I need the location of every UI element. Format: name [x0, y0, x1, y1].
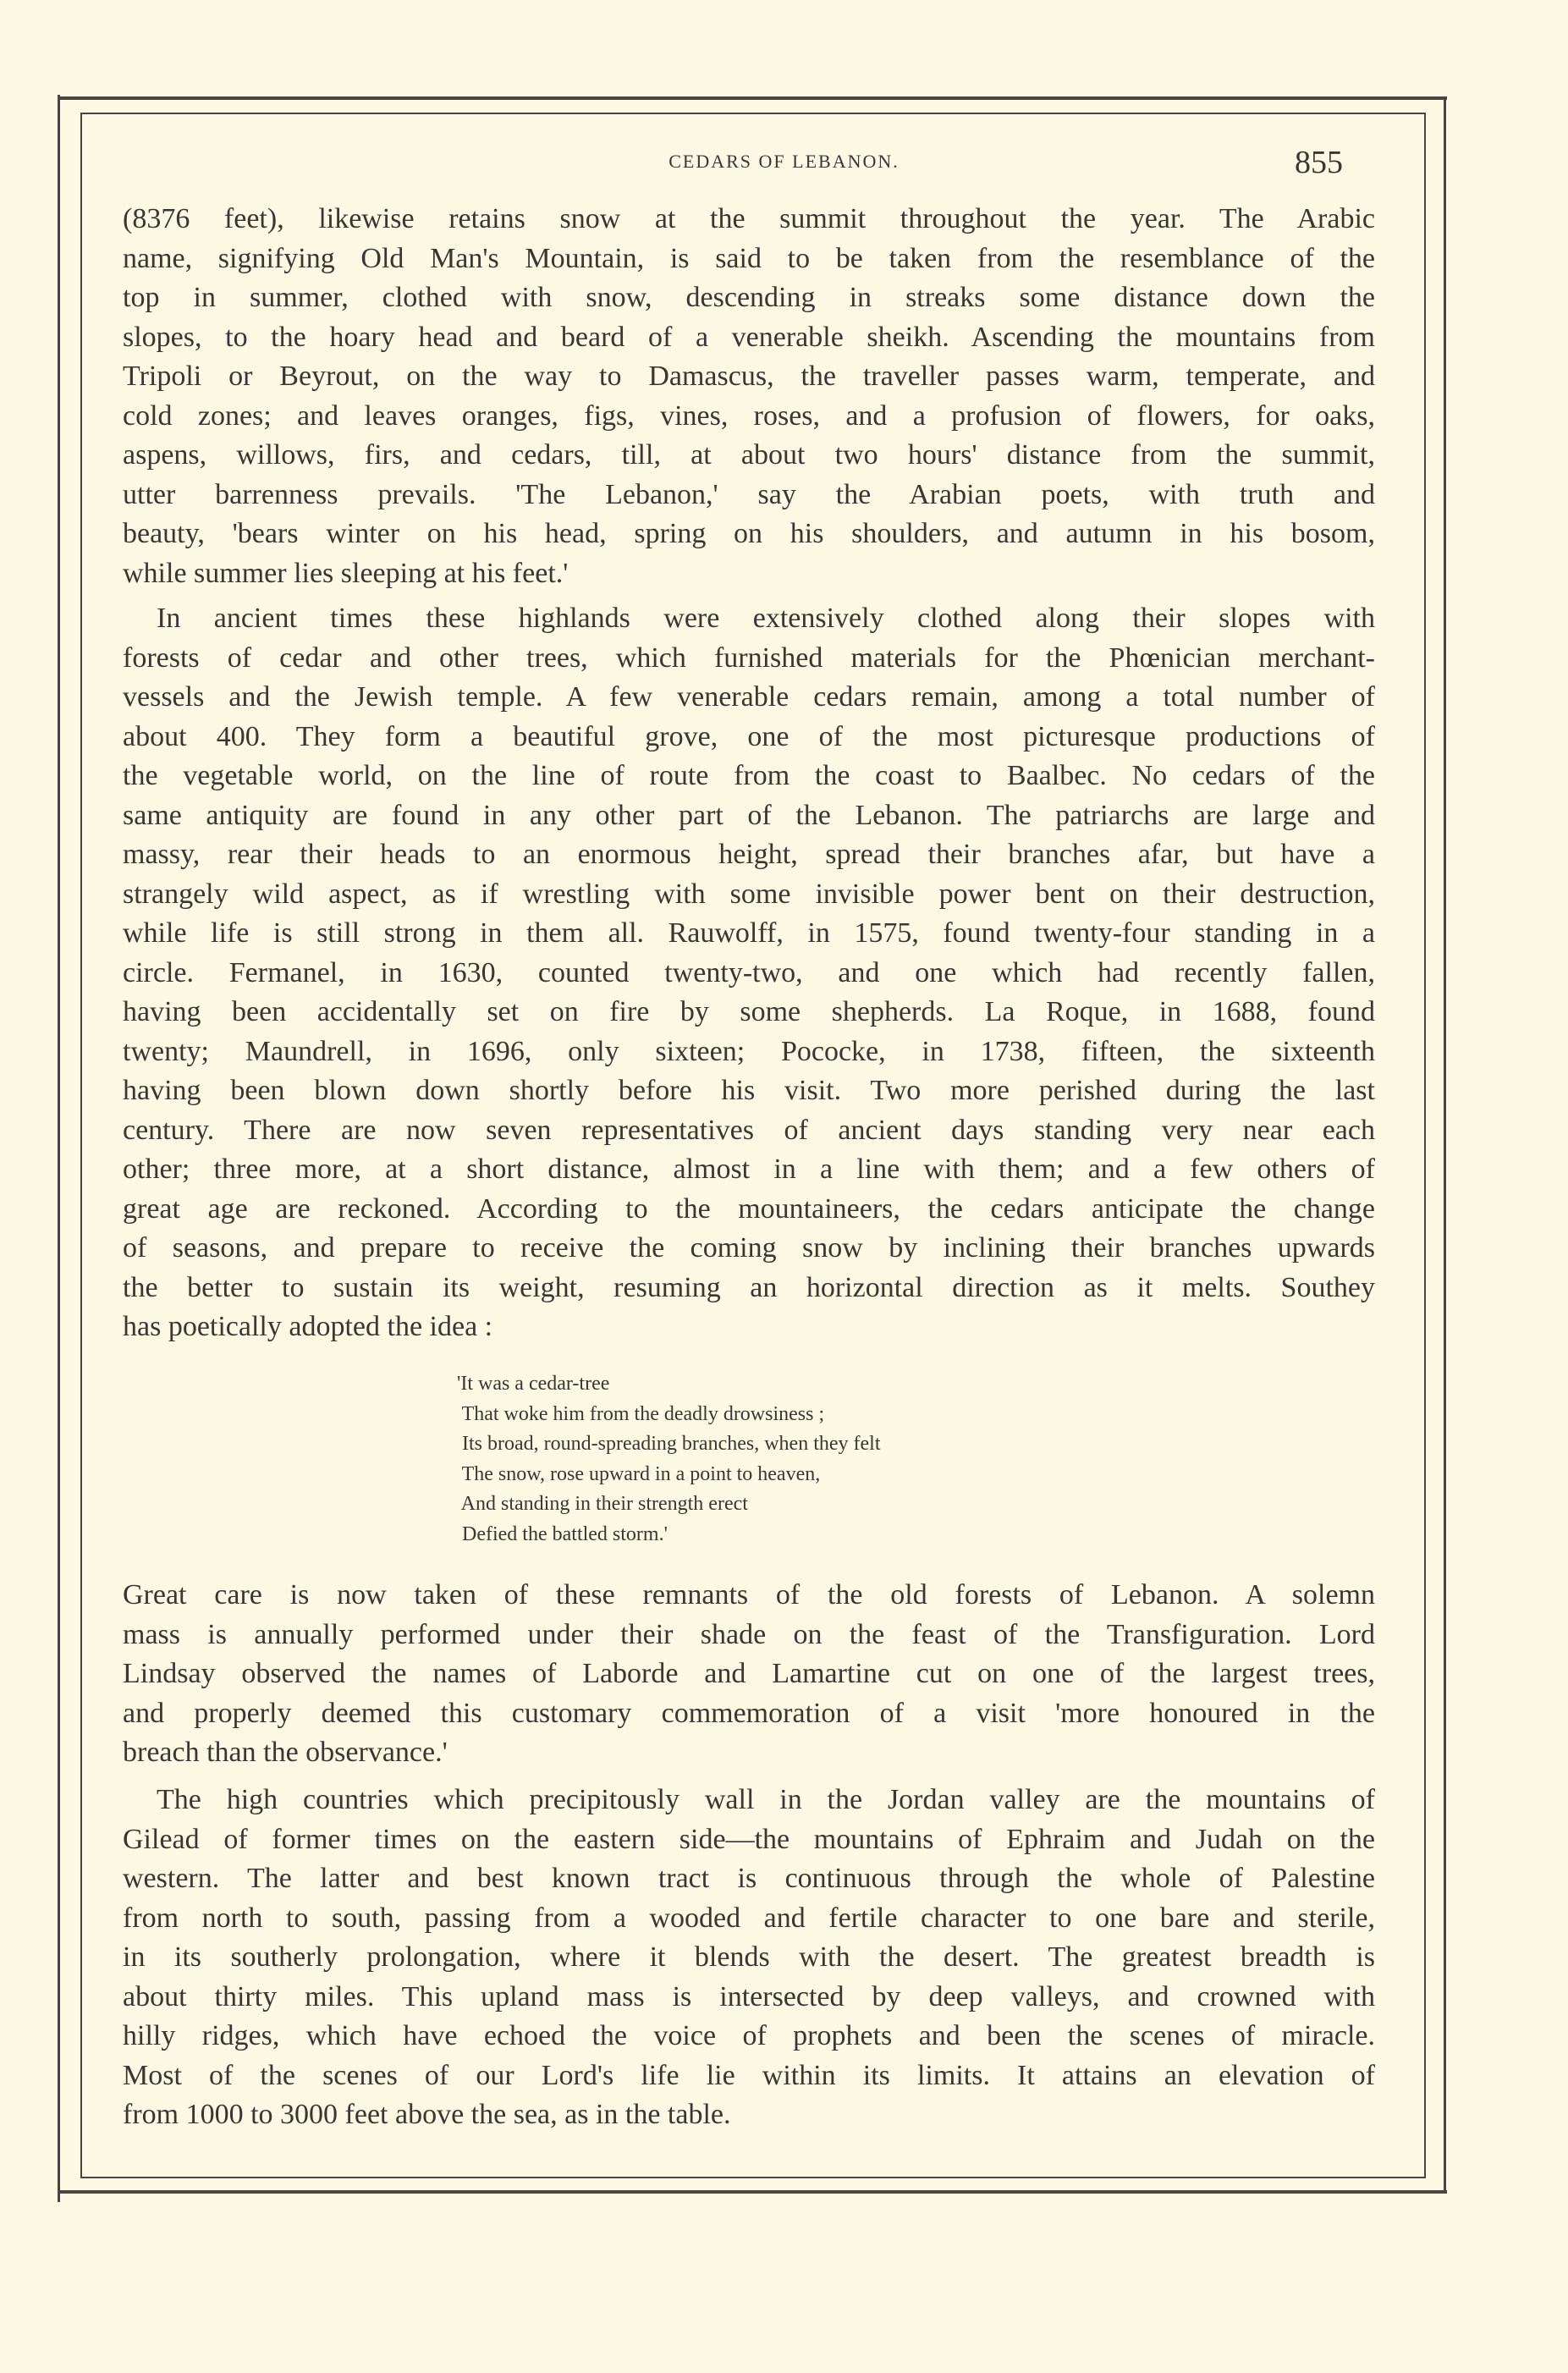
text-line: Gilead of former times on the eastern side—the mountains of Ephraim and Judah on the: [123, 1823, 1375, 1855]
text-line: has poetically adopted the idea :: [123, 1311, 493, 1342]
text-line: mass is annually performed under their shade on the feast of the Transfiguration. Lord: [123, 1618, 1375, 1650]
outer-left-border: [58, 95, 60, 2202]
poem-line: That woke him from the deadly drowsiness ;: [457, 1402, 825, 1425]
text-line: slopes, to the hoary head and beard of a venerable sheikh. Ascending the mountains from: [123, 321, 1375, 353]
text-line: utter barrenness prevails. 'The Lebanon,' say the Arabian poets, with truth and: [123, 478, 1375, 510]
bottom-rule-inner: [80, 2177, 1426, 2178]
inner-right-border: [1424, 113, 1426, 2178]
text-line: of seasons, and prepare to receive the coming snow by inclining their branches upwards: [123, 1232, 1375, 1264]
text-line: twenty; Maundrell, in 1696, only sixteen; Pococke, in 1738, fifteen, the sixteenth: [123, 1035, 1375, 1067]
text-line: the better to sustain its weight, resuming an horizontal direction as it melts. Southey: [123, 1271, 1375, 1303]
text-line: (8376 feet), likewise retains snow at the summit throughout the year. The Arabic: [123, 203, 1375, 234]
text-line: while summer lies sleeping at his feet.': [123, 557, 569, 589]
text-line: same antiquity are found in any other part of the Lebanon. The patriarchs are large and: [123, 799, 1375, 831]
top-rule-inner: [80, 113, 1426, 114]
text-line: in its southerly prolongation, where it blends with the desert. The greatest breadth is: [123, 1941, 1375, 1973]
text-line: Tripoli or Beyrout, on the way to Damascus, the traveller passes warm, temperate, and: [123, 361, 1375, 392]
inner-left-border: [80, 113, 82, 2178]
text-line: name, signifying Old Man's Mountain, is said to be taken from the resemblance of the: [123, 242, 1375, 274]
poem-line: Its broad, round-spreading branches, when they felt: [457, 1433, 881, 1455]
page-number: 855: [1295, 145, 1343, 180]
text-line: Most of the scenes of our Lord's life lie within its limits. It attains an elevation of: [123, 2059, 1375, 2091]
text-line: beauty, 'bears winter on his head, spring on his shoulders, and autumn in his bosom,: [123, 518, 1375, 549]
text-line: circle. Fermanel, in 1630, counted twenty-two, and one which had recently fallen,: [123, 956, 1375, 988]
text-line: from north to south, passing from a wooded and fertile character to one bare and sterile,: [123, 1902, 1375, 1934]
text-line: forests of cedar and other trees, which furnished materials for the Phœnician merchant-: [123, 641, 1375, 674]
text-line: and properly deemed this customary commemoration of a visit 'more honoured in the: [123, 1697, 1375, 1729]
text-line: hilly ridges, which have echoed the voice of prophets and been the scenes of miracle.: [123, 2020, 1375, 2051]
text-line: cold zones; and leaves oranges, figs, vines, roses, and a profusion of flowers, for oaks,: [123, 399, 1375, 432]
running-title: CEDARS OF LEBANON.: [668, 151, 900, 172]
text-line: the vegetable world, on the line of route from the coast to Baalbec. No cedars of the: [123, 760, 1375, 791]
text-line: breach than the observance.': [123, 1737, 448, 1768]
text-line: In ancient times these highlands were extensively clothed along their slopes with: [157, 603, 1375, 634]
text-line: while life is still strong in them all. Rauwolff, in 1575, found twenty-four standing in a: [123, 917, 1375, 949]
text-line: about 400. They form a beautiful grove, one of the most picturesque productions of: [123, 720, 1375, 752]
text-line: having been accidentally set on fire by some shepherds. La Roque, in 1688, found: [123, 996, 1375, 1027]
poem-line: 'It was a cedar-tree: [457, 1373, 610, 1395]
text-line: The high countries which precipitously wall in the Jordan valley are the mountains of: [157, 1784, 1375, 1815]
poem-line: Defied the battled storm.': [457, 1522, 668, 1545]
text-line: aspens, willows, firs, and cedars, till, at about two hours' distance from the summit,: [123, 439, 1375, 471]
text-line: about thirty miles. This upland mass is intersected by deep valleys, and crowned with: [123, 1980, 1375, 2012]
poem-line: The snow, rose upward in a point to heaven,: [457, 1462, 821, 1485]
text-line: massy, rear their heads to an enormous height, spread their branches afar, but have a: [123, 839, 1375, 870]
top-rule-outer: [59, 96, 1447, 100]
outer-right-border: [1444, 96, 1446, 2192]
text-line: strangely wild aspect, as if wrestling with some invisible power bent on their destruction,: [123, 878, 1375, 910]
text-line: Lindsay observed the names of Laborde and Lamartine cut on one of the largest trees,: [123, 1658, 1375, 1689]
text-line: vessels and the Jewish temple. A few venerable cedars remain, among a total number of: [123, 681, 1375, 713]
text-line: century. There are now seven representatives of ancient days standing very near each: [123, 1114, 1375, 1146]
text-line: Great care is now taken of these remnants of the old forests of Lebanon. A solemn: [123, 1579, 1375, 1610]
text-line: other; three more, at a short distance, almost in a line with them; and a few others of: [123, 1153, 1375, 1185]
text-line: top in summer, clothed with snow, descending in streaks some distance down the: [123, 282, 1375, 313]
text-line: having been blown down shortly before his visit. Two more perished during the last: [123, 1075, 1375, 1106]
bottom-rule-outer: [59, 2190, 1447, 2194]
text-line: great age are reckoned. According to the mountaineers, the cedars anticipate the change: [123, 1192, 1375, 1225]
text-line: from 1000 to 3000 feet above the sea, as in the table.: [123, 2099, 731, 2130]
poem-line: And standing in their strength erect: [457, 1493, 748, 1515]
text-line: western. The latter and best known tract is continuous through the whole of Palestine: [123, 1863, 1375, 1894]
